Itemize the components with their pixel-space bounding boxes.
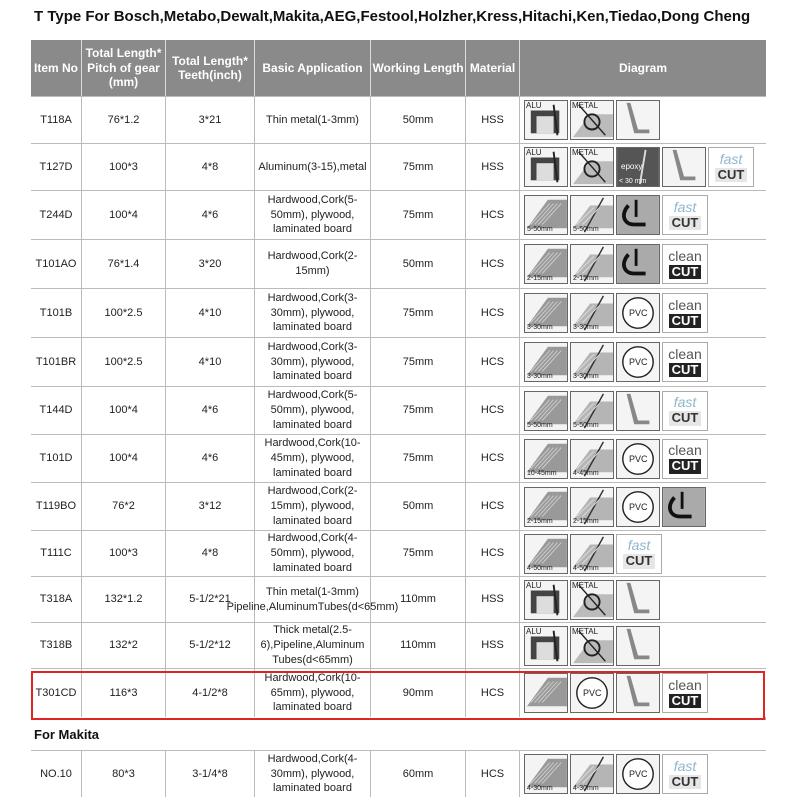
cell-pitch: 80*3	[82, 751, 166, 797]
metal-label: METAL	[572, 580, 599, 590]
header-basic-application: Basic Application	[255, 40, 371, 96]
selected-row-highlight	[31, 671, 765, 720]
pvc-label: PVC	[629, 501, 648, 512]
cell-working-length: 50mm	[371, 483, 466, 530]
cell-item-no: T144D	[31, 387, 82, 434]
wood-cut-icon	[570, 487, 614, 527]
wood-board-icon	[524, 439, 568, 479]
clean-label: clean	[668, 296, 702, 313]
wood-board-icon	[524, 754, 568, 794]
cell-material: HCS	[466, 751, 520, 797]
epoxy-icon	[616, 147, 660, 187]
cell-pitch: 100*3	[82, 144, 166, 190]
cell-teeth: 4*8	[166, 531, 255, 576]
wood-board-icon	[524, 487, 568, 527]
cell-material: HCS	[466, 240, 520, 288]
clean-label: clean	[668, 676, 702, 693]
metal-pipe-icon	[570, 580, 614, 620]
wood-cut-icon	[570, 754, 614, 794]
fast-cut-icon	[616, 534, 662, 574]
clean-label: clean	[668, 247, 702, 264]
header-total-length-pitch: Total Length* Pitch of gear (mm)	[82, 40, 166, 96]
pvc-icon	[616, 754, 660, 794]
cut-label: CUT	[669, 363, 702, 377]
thickness-label: 2-15mm	[573, 517, 599, 525]
header-diagram: Diagram	[520, 40, 766, 96]
cell-diagram	[520, 191, 766, 239]
cell-material: HCS	[466, 435, 520, 482]
cell-working-length: 110mm	[371, 577, 466, 622]
thickness-label: 5-50mm	[573, 421, 599, 429]
cut-label: CUT	[623, 554, 656, 568]
blade-shape-icon	[662, 147, 706, 187]
aluminum-profile-icon	[524, 100, 568, 140]
clean-cut-icon	[662, 244, 708, 284]
cell-application: Hardwood,Cork(2-15mm)	[255, 240, 371, 288]
cell-working-length: 110mm	[371, 623, 466, 668]
wood-board-icon	[524, 342, 568, 382]
cell-working-length: 50mm	[371, 97, 466, 143]
blade-shape-icon	[616, 580, 660, 620]
metal-label: METAL	[572, 101, 599, 110]
cell-pitch: 76*1.2	[82, 97, 166, 143]
cell-application: Hardwood,Cork(3-30mm), plywood, laminated board	[255, 289, 371, 337]
cell-working-length: 75mm	[371, 289, 466, 337]
cell-working-length: 75mm	[371, 531, 466, 576]
metal-pipe-icon	[570, 626, 614, 666]
cell-item-no: T244D	[31, 191, 82, 239]
thickness-label: 3-30mm	[527, 324, 553, 331]
cell-working-length: 75mm	[371, 338, 466, 386]
fast-label: fast	[719, 150, 743, 167]
cell-item-no: T101D	[31, 435, 82, 482]
pvc-icon	[616, 342, 660, 382]
cell-teeth: 4*10	[166, 289, 255, 337]
thickness-label: 4-45mm	[573, 469, 599, 477]
cell-teeth: 3*20	[166, 240, 255, 288]
cell-material: HCS	[466, 338, 520, 386]
cell-teeth: 3-1/4*8	[166, 751, 255, 797]
thickness-label: 3-30mm	[573, 373, 599, 380]
cut-label: CUT	[669, 775, 702, 789]
cell-working-length: 75mm	[371, 191, 466, 239]
cell-working-length: 90mm	[371, 669, 466, 717]
thickness-label: 5-50mm	[573, 226, 599, 233]
cell-diagram	[520, 483, 766, 530]
pvc-label: PVC	[629, 308, 648, 318]
cell-material: HCS	[466, 289, 520, 337]
cell-pitch: 100*2.5	[82, 338, 166, 386]
cell-item-no: T127D	[31, 144, 82, 190]
clean-label: clean	[668, 345, 702, 362]
wood-cut-icon	[570, 391, 614, 431]
cell-diagram	[520, 97, 766, 143]
cell-teeth: 4*10	[166, 338, 255, 386]
wood-board-icon	[524, 534, 568, 574]
thickness-label: 5-50mm	[527, 421, 553, 429]
curve-cut-icon	[616, 244, 660, 284]
cell-pitch: 76*1.4	[82, 240, 166, 288]
cut-label: CUT	[669, 216, 702, 230]
cell-diagram	[520, 240, 766, 288]
metal-pipe-icon	[570, 147, 614, 187]
wood-cut-icon	[570, 195, 614, 235]
header-item-no: Item No	[31, 40, 82, 96]
cell-diagram	[520, 435, 766, 482]
wood-cut-icon	[570, 439, 614, 479]
cell-teeth: 4-1/2*8	[166, 669, 255, 717]
cell-material: HSS	[466, 144, 520, 190]
cell-teeth: 4*6	[166, 387, 255, 434]
clean-cut-icon	[662, 439, 708, 479]
cell-diagram	[520, 289, 766, 337]
wood-cut-icon	[570, 244, 614, 284]
fast-cut-icon	[708, 147, 754, 187]
metal-label: METAL	[572, 148, 599, 157]
cell-diagram	[520, 144, 766, 190]
table-row	[31, 239, 766, 288]
clean-cut-icon	[662, 293, 708, 333]
cell-material: HSS	[466, 623, 520, 668]
clean-cut-icon	[662, 342, 708, 382]
header-total-length-teeth: Total Length* Teeth(inch)	[166, 40, 255, 96]
cell-diagram	[520, 531, 766, 576]
alu-label: ALU	[526, 580, 542, 590]
curve-cut-icon	[616, 195, 660, 235]
thickness-label: 10-45mm	[527, 469, 557, 477]
thickness-label: 4-30mm	[527, 785, 553, 792]
fast-cut-icon	[662, 195, 708, 235]
table-row	[31, 337, 766, 386]
table-row	[31, 622, 766, 668]
cell-application: Hardwood,Cork(5-50mm), plywood, laminated board	[255, 191, 371, 239]
cell-material: HCS	[466, 531, 520, 576]
cell-working-length: 75mm	[371, 144, 466, 190]
cell-application: Hardwood,Cork(4-30mm), plywood, laminated board	[255, 751, 371, 797]
pvc-icon	[616, 293, 660, 333]
table-row	[31, 386, 766, 434]
cell-material: HCS	[466, 191, 520, 239]
thickness-label: 2-15mm	[573, 275, 599, 282]
aluminum-profile-icon	[524, 147, 568, 187]
wood-cut-icon	[570, 293, 614, 333]
cell-material: HSS	[466, 577, 520, 622]
cell-diagram	[520, 751, 766, 797]
epoxy-size-label: < 30 mm	[619, 178, 647, 185]
cell-application: Hardwood,Cork(10-65mm), plywood, laminated board	[255, 669, 371, 717]
cell-material: HSS	[466, 97, 520, 143]
pvc-label: PVC	[629, 453, 648, 464]
cell-diagram	[520, 338, 766, 386]
cell-teeth: 3*12	[166, 483, 255, 530]
thickness-label: 4-30mm	[573, 785, 599, 792]
table-row	[31, 576, 766, 622]
cut-label: CUT	[669, 459, 702, 473]
blade-shape-icon	[616, 626, 660, 666]
cell-pitch: 116*3	[82, 669, 166, 717]
cell-pitch: 132*2	[82, 623, 166, 668]
alu-label: ALU	[526, 626, 542, 636]
cell-material: HCS	[466, 669, 520, 717]
wood-board-icon	[524, 293, 568, 333]
cell-pitch: 100*2.5	[82, 289, 166, 337]
cell-application: Aluminum(3-15),metal	[255, 144, 371, 190]
cell-working-length: 75mm	[371, 387, 466, 434]
cut-label: CUT	[669, 411, 702, 425]
cell-teeth: 4*8	[166, 144, 255, 190]
cell-material: HCS	[466, 483, 520, 530]
thickness-label: 2-15mm	[527, 517, 553, 525]
thickness-label: 3-30mm	[527, 373, 553, 380]
table-row	[31, 143, 766, 190]
blade-shape-icon	[616, 100, 660, 140]
thickness-label: 4-50mm	[527, 564, 553, 572]
cell-item-no: T111C	[31, 531, 82, 576]
cell-item-no: T119BO	[31, 483, 82, 530]
cell-item-no: T301CD	[31, 669, 82, 717]
cut-label: CUT	[669, 694, 702, 708]
makita-section-title: For Makita	[34, 727, 100, 742]
clean-label: clean	[668, 442, 702, 459]
wood-board-icon	[524, 244, 568, 284]
epoxy-label: epoxy	[621, 162, 643, 171]
thickness-label: 2-15mm	[527, 275, 553, 282]
cut-label: CUT	[669, 314, 702, 328]
cell-application: Thick metal(2.5-6),Pipeline,Aluminum Tubes(d<65mm)	[255, 623, 371, 668]
table-row	[31, 530, 766, 576]
cell-application: Hardwood,Cork(3-30mm), plywood, laminated board	[255, 338, 371, 386]
cell-diagram	[520, 623, 766, 668]
aluminum-profile-icon	[524, 580, 568, 620]
cell-item-no: T318A	[31, 577, 82, 622]
cell-pitch: 100*4	[82, 387, 166, 434]
thickness-label: 5-50mm	[527, 226, 553, 233]
fast-cut-icon	[662, 391, 708, 431]
cell-pitch: 100*4	[82, 435, 166, 482]
cell-application: Thin metal(1-3mm)	[255, 97, 371, 143]
table-row	[31, 434, 766, 482]
cell-item-no: NO.10	[31, 751, 82, 797]
fast-label: fast	[673, 198, 697, 215]
cell-item-no: T118A	[31, 97, 82, 143]
cell-pitch: 100*3	[82, 531, 166, 576]
header-working-length: Working Length	[371, 40, 466, 96]
wood-board-icon	[524, 391, 568, 431]
thickness-label: 4-50mm	[573, 564, 599, 572]
cell-teeth: 3*21	[166, 97, 255, 143]
fast-cut-icon	[662, 754, 708, 794]
pvc-label: PVC	[629, 357, 648, 367]
alu-label: ALU	[526, 148, 542, 157]
pvc-icon	[616, 439, 660, 479]
header-material: Material	[466, 40, 520, 96]
pvc-label: PVC	[583, 688, 602, 698]
cut-label: CUT	[715, 168, 748, 182]
cell-teeth: 5-1/2*21	[166, 577, 255, 622]
cell-item-no: T101B	[31, 289, 82, 337]
table-row	[31, 288, 766, 337]
thickness-label: 3-30mm	[573, 324, 599, 331]
cell-item-no: T101AO	[31, 240, 82, 288]
cell-diagram	[520, 387, 766, 434]
table-row	[31, 96, 766, 143]
cell-item-no: T101BR	[31, 338, 82, 386]
aluminum-profile-icon	[524, 626, 568, 666]
cut-label: CUT	[669, 265, 702, 279]
cell-pitch: 76*2	[82, 483, 166, 530]
metal-label: METAL	[572, 626, 599, 636]
wood-board-icon	[524, 195, 568, 235]
cell-application: Thin metal(1-3mm) Pipeline,AluminumTubes(d<65mm)	[255, 577, 371, 622]
cell-item-no: T318B	[31, 623, 82, 668]
table-row	[31, 190, 766, 239]
page-title: T Type For Bosch,Metabo,Dewalt,Makita,AEG,Festool,Holzher,Kress,Hitachi,Ken,Tiedao,Dong Cheng	[34, 8, 751, 25]
cell-pitch: 100*4	[82, 191, 166, 239]
cell-teeth: 4*6	[166, 191, 255, 239]
cell-pitch: 132*1.2	[82, 577, 166, 622]
wood-cut-icon	[570, 534, 614, 574]
wood-cut-icon	[570, 342, 614, 382]
cell-application: Hardwood,Cork(4-50mm), plywood, laminated board	[255, 531, 371, 576]
cell-diagram	[520, 577, 766, 622]
table-row	[31, 750, 766, 797]
metal-pipe-icon	[570, 100, 614, 140]
cell-material: HCS	[466, 387, 520, 434]
fast-label: fast	[673, 394, 697, 411]
cell-teeth: 4*6	[166, 435, 255, 482]
cell-working-length: 60mm	[371, 751, 466, 797]
cell-working-length: 50mm	[371, 240, 466, 288]
cell-teeth: 5-1/2*12	[166, 623, 255, 668]
cell-application: Hardwood,Cork(5-50mm), plywood, laminated board	[255, 387, 371, 434]
fast-label: fast	[627, 537, 651, 554]
blade-shape-icon	[616, 391, 660, 431]
table-row	[31, 482, 766, 530]
alu-label: ALU	[526, 101, 542, 110]
fast-label: fast	[673, 757, 697, 774]
cell-application: Hardwood,Cork(10-45mm), plywood, laminated board	[255, 435, 371, 482]
pvc-icon	[616, 487, 660, 527]
cell-application: Hardwood,Cork(2-15mm), plywood, laminated board	[255, 483, 371, 530]
cell-working-length: 75mm	[371, 435, 466, 482]
curve-cut-icon	[662, 487, 706, 527]
pvc-label: PVC	[629, 769, 648, 779]
